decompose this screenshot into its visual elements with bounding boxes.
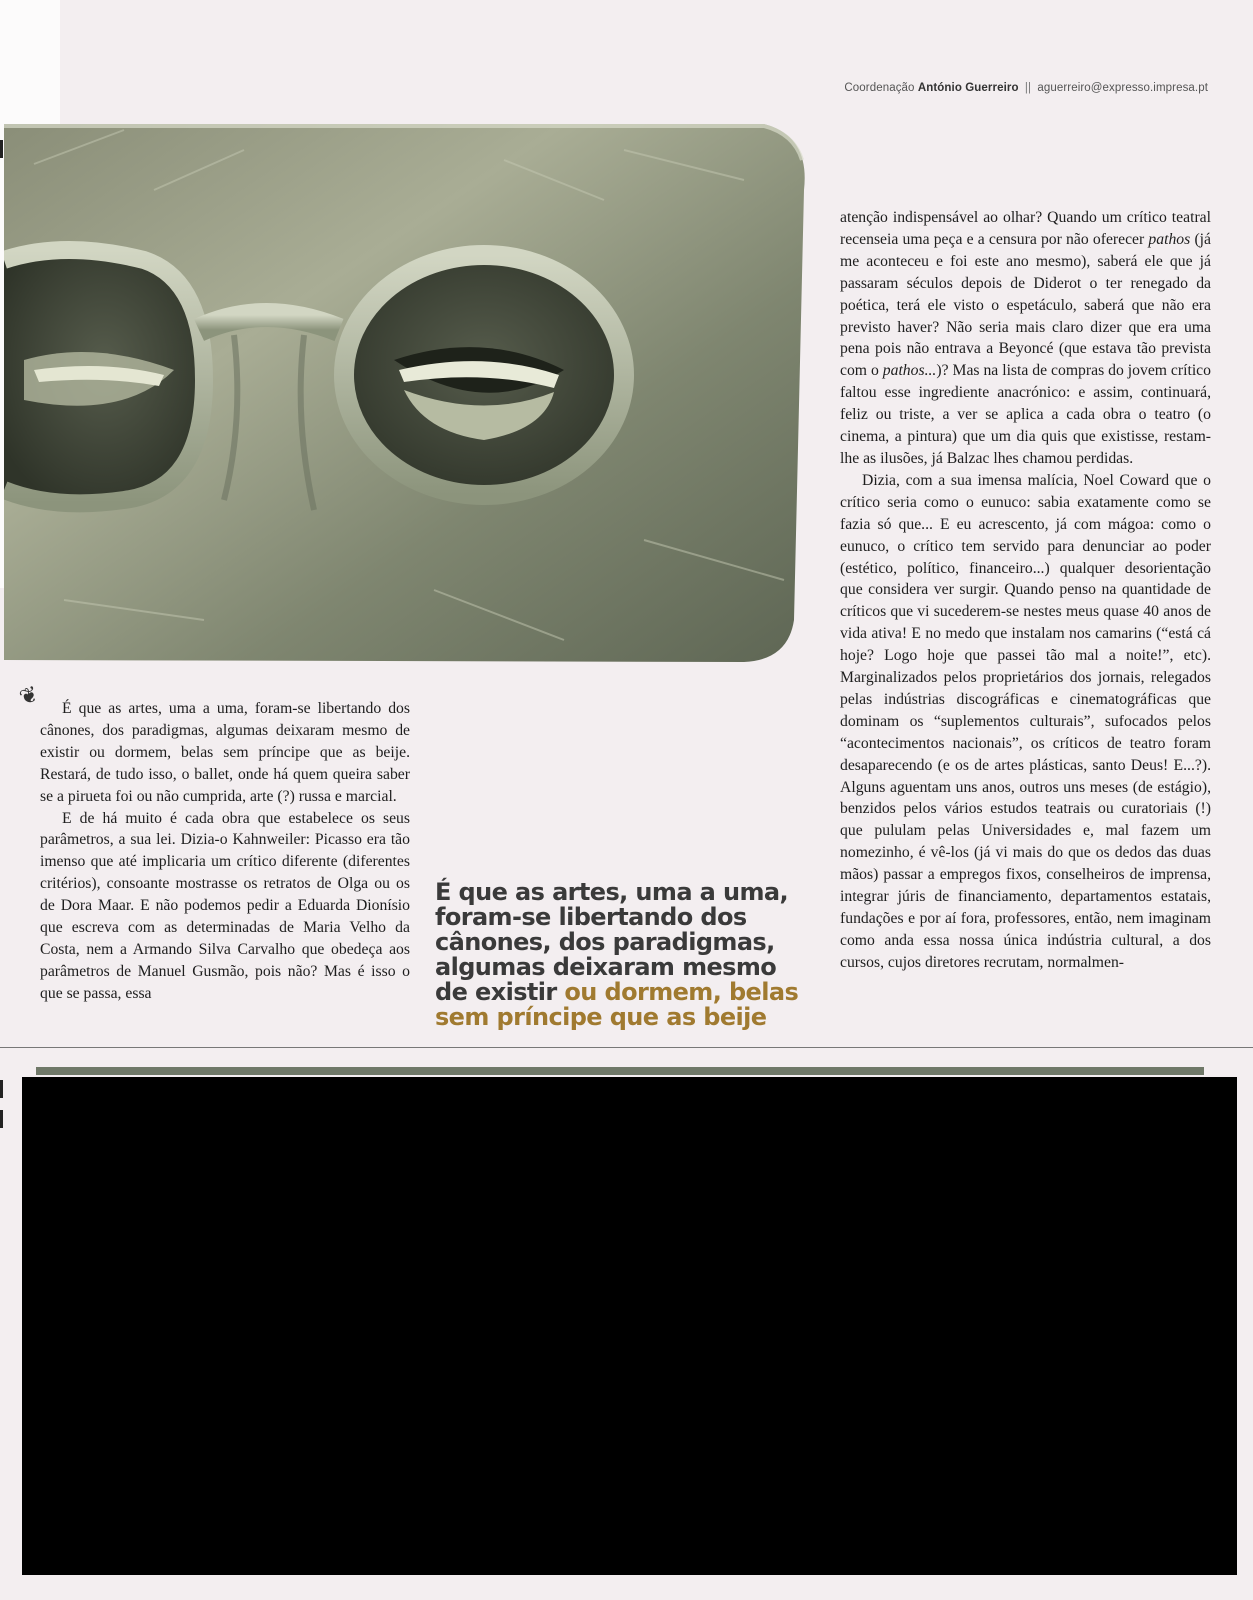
right-column xyxy=(840,207,1211,974)
paragraph: É que as artes, uma a uma, foram-se libertando dos cânones, dos paradigmas, algumas deixaram mesmo de existir ou dormem, belas sem príncipe que as beije. Restará, de tudo isso, o ballet, onde há quem queira saber se a pirueta foi ou não cumprida, arte (?) russa e marcial. xyxy=(40,700,410,805)
paragraph: E de há muito é cada obra que estabelece os seus parâmetros, a sua lei. Dizia-o Kahnweiler: Picasso era tão imenso que até implicaria um crítico diferente (diferentes critérios), consoante mostrasse os retratos de Olga ou os de Dora Maar. E não podemos pedir a Eduarda Dionísio que escreva com as determinadas de Maria Velho da Costa, nem a Armando Silva Carvalho que obedeça aos parâmetros de Manuel Gusmão, pois não? Mas é isso o que se passa, essa xyxy=(40,809,410,1002)
page-header xyxy=(844,82,1208,94)
paragraph-text: atenção indispensável ao olhar? Quando um crítico teatral recenseia uma peça e a censura por não oferecer xyxy=(840,209,1211,248)
scan-edge-mark xyxy=(0,140,3,158)
paragraph: Dizia, com a sua imensa malícia, Noel Coward que o crítico seria como o eunuco: sabia exatamente como se fazia só que... E eu acrescento, já com mágoa: como o eunuco, o crítico tem servido para denunciar ao poder (estético, político, financeiro...) qualquer desorientação que considera ver surgir. Quando penso na quantidade de críticos que vi sucederem-se nestes meus quase 40 anos de vida ativa! E no medo que instalam nos camarins (“está cá hoje? Logo hoje que passei tão mal a noite!”, etc). Marginalizados pelos proprietários dos jornais, relegados pelas indústrias discográficas e cinematográficas que dominam os “suplementos culturais”, sufocados pelos “acontecimentos nacionais”, os críticos de teatro foram desaparecendo (e os de artes plásticas, santo Deus! E...?). Alguns aguentam uns anos, outros uns meses (de estágio), benzidos pelos vários estudos teatrais ou curatoriais (!) que pululam pelas Universidades e, mal fazem um nomezinho, é vê-los (já vi mais do que os dedos das duas mãos) passar a empregos fixos, conselheiros de imprensa, integrar júris de financiamento, departamentos estatais, fundações e por aí fora, professores, então, nem imaginam como anda essa nossa única indústria cultural, a dos cursos, cujos diretores recrutam, normalmen- xyxy=(840,471,1211,971)
scan-edge-mark xyxy=(0,1110,3,1128)
paragraph-text: (já me aconteceu e foi este ano mesmo), saberá ele que já passaram séculos depois de Diderot o ter renegado da poética, terá ele visto o espetáculo, saberá que não era previsto haver? Não seria mais claro dizer que era uma pena pois não entrava a Beyoncé (que estava tão prevista com o xyxy=(840,230,1211,380)
glasses-sculpture-photo xyxy=(4,120,810,666)
emphasis-pathos: pathos... xyxy=(882,362,937,380)
paragraph-text: )? Mas na lista de compras do jovem crítico faltou esse ingrediente anacrónico: e assim, continuará, feliz ou triste, a ver se aplica a cada obra o teatro (o cinema, a pintura) que um dia quis que existisse, restam-lhe as ilusões, já Balzac lhes chamou perdidas. xyxy=(840,362,1211,467)
image-top-strip xyxy=(36,1067,1204,1075)
pull-quote xyxy=(435,880,815,1030)
left-column xyxy=(40,698,410,1005)
section-divider xyxy=(0,1047,1253,1048)
header-email: aguerreiro@expresso.impresa.pt xyxy=(1037,82,1208,94)
header-coord-label: Coordenação xyxy=(844,82,915,94)
scan-edge-mark xyxy=(0,1080,3,1098)
pull-quote-main: É que as artes, uma a uma, foram-se libertando dos cânones, dos paradigmas, algumas deixaram mesmo de existir xyxy=(435,878,789,1006)
header-separator: || xyxy=(1024,82,1032,94)
redacted-block xyxy=(22,1077,1237,1575)
paragraph xyxy=(840,207,1211,470)
emphasis-pathos: pathos xyxy=(1148,230,1191,248)
header-coord-name: António Guerreiro xyxy=(917,82,1019,94)
leaf-icon: ❦ xyxy=(16,681,43,712)
pull-quote-highlight: ou dormem, belas sem príncipe que as beije xyxy=(435,978,799,1031)
